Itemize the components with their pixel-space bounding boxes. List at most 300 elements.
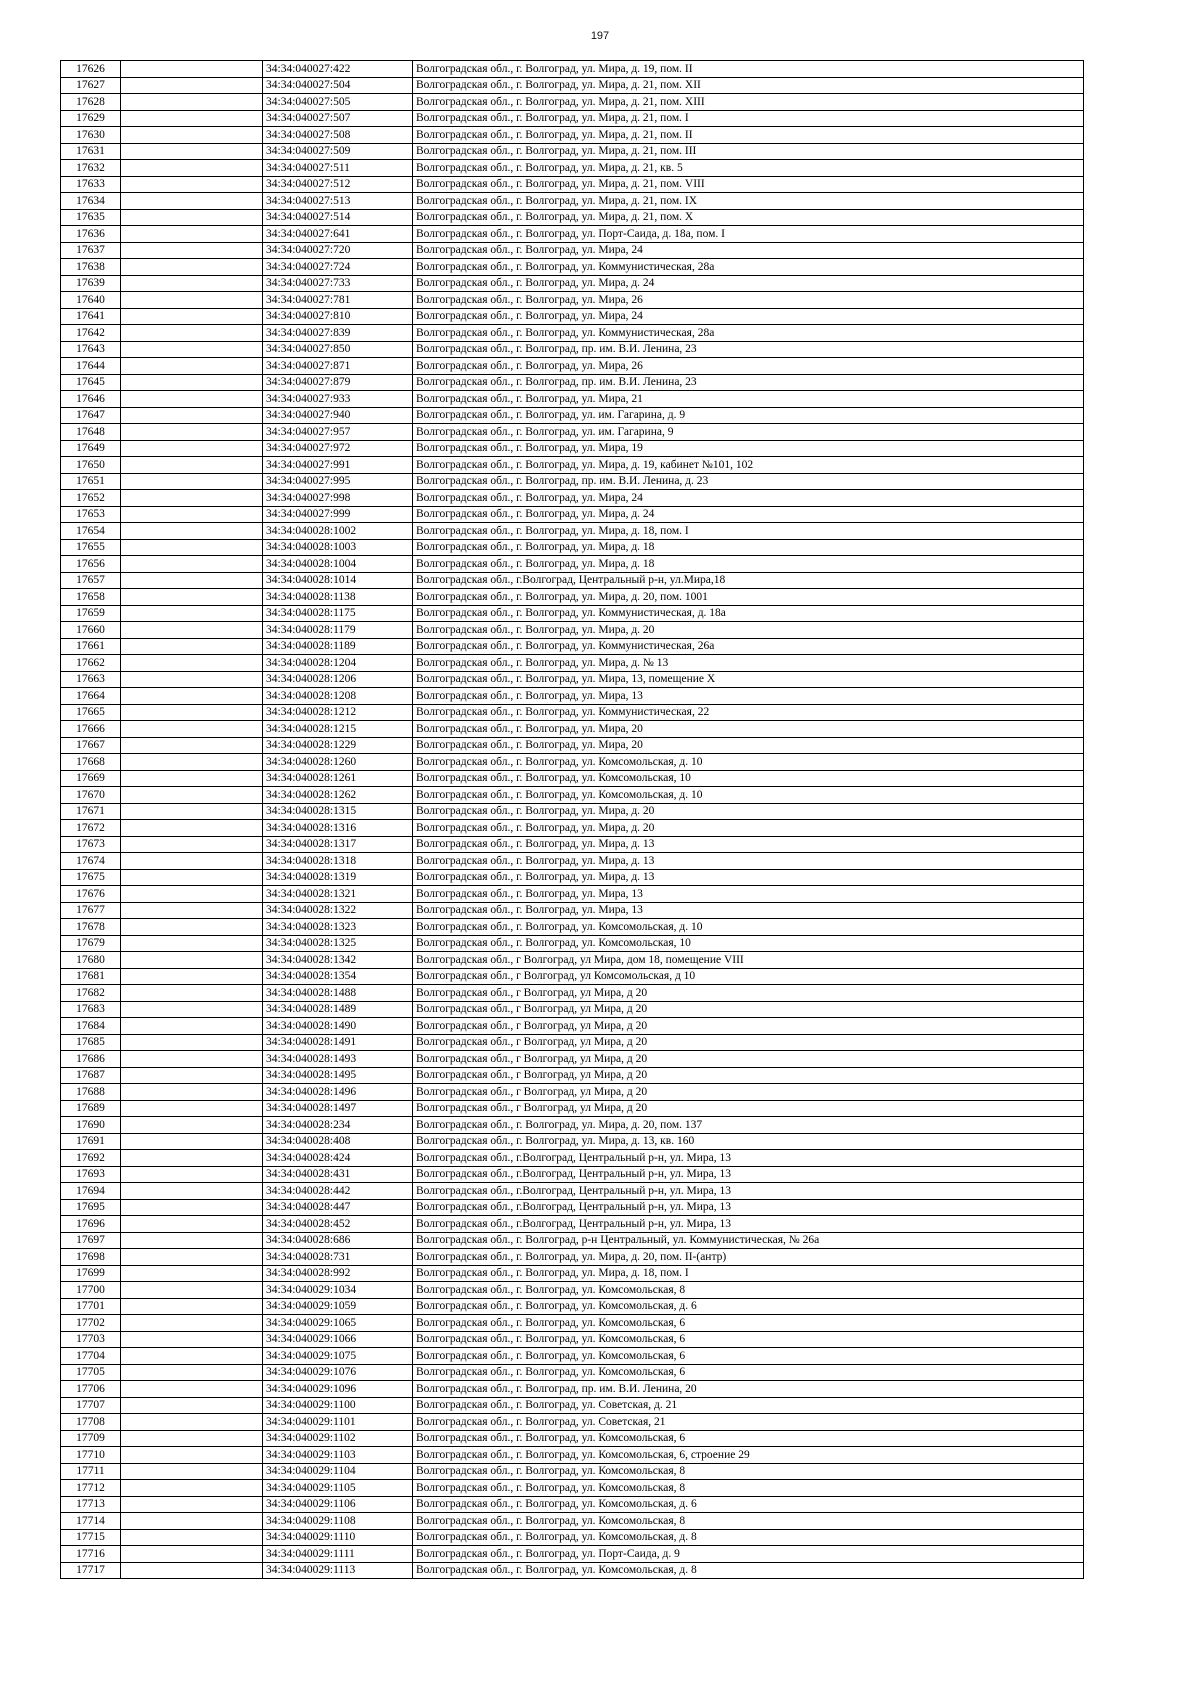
table-row (61, 935, 1084, 952)
row-number-cell: 17710 (61, 1447, 121, 1464)
row-number-cell: 17706 (61, 1381, 121, 1398)
address-cell: Волгоградская обл., г. Волгоград, ул. Комсомольская, 6 (413, 1430, 1084, 1447)
blank-cell (121, 1397, 263, 1414)
cadastral-number-cell: 34:34:040029:1113 (263, 1562, 413, 1579)
address-cell: Волгоградская обл., г. Волгоград, ул. Мира, д. 18 (413, 539, 1084, 556)
cadastral-number-cell: 34:34:040027:720 (263, 242, 413, 259)
row-number-cell: 17642 (61, 325, 121, 342)
table-row (61, 1331, 1084, 1348)
table-row (61, 754, 1084, 771)
address-cell: Волгоградская обл., г. Волгоград, ул. Мира, д. № 13 (413, 655, 1084, 672)
address-cell: Волгоградская обл., г. Волгоград, пр. им. В.И. Ленина, 23 (413, 341, 1084, 358)
blank-cell (121, 94, 263, 111)
address-cell: Волгоградская обл., г. Волгоград, ул. Мира, д. 21, пом. XII (413, 77, 1084, 94)
address-cell: Волгоградская обл., г.Волгоград, Центральный р-н, ул. Мира, 13 (413, 1199, 1084, 1216)
cadastral-number-cell: 34:34:040029:1059 (263, 1298, 413, 1315)
cadastral-number-cell: 34:34:040029:1110 (263, 1529, 413, 1546)
row-number-cell: 17681 (61, 968, 121, 985)
address-cell: Волгоградская обл., г. Волгоград, ул. Комсомольская, 6 (413, 1331, 1084, 1348)
address-cell: Волгоградская обл., г. Волгоград, ул. Мира, д. 20, пом. 137 (413, 1117, 1084, 1134)
table-row (61, 308, 1084, 325)
row-number-cell: 17653 (61, 506, 121, 523)
table-row (61, 506, 1084, 523)
blank-cell (121, 1183, 263, 1200)
blank-cell (121, 1315, 263, 1332)
cadastral-number-cell: 34:34:040028:1342 (263, 952, 413, 969)
row-number-cell: 17670 (61, 787, 121, 804)
address-cell: Волгоградская обл., г. Волгоград, ул. Советская, д. 21 (413, 1397, 1084, 1414)
blank-cell (121, 292, 263, 309)
table-row (61, 803, 1084, 820)
blank-cell (121, 209, 263, 226)
row-number-cell: 17693 (61, 1166, 121, 1183)
blank-cell (121, 770, 263, 787)
blank-cell (121, 1463, 263, 1480)
blank-cell (121, 1150, 263, 1167)
row-number-cell: 17666 (61, 721, 121, 738)
cadastral-number-cell: 34:34:040027:422 (263, 61, 413, 78)
blank-cell (121, 869, 263, 886)
row-number-cell: 17662 (61, 655, 121, 672)
table-row (61, 1381, 1084, 1398)
cadastral-number-cell: 34:34:040029:1102 (263, 1430, 413, 1447)
blank-cell (121, 902, 263, 919)
cadastral-number-cell: 34:34:040029:1111 (263, 1546, 413, 1563)
blank-cell (121, 1265, 263, 1282)
blank-cell (121, 754, 263, 771)
row-number-cell: 17707 (61, 1397, 121, 1414)
table-row (61, 1133, 1084, 1150)
blank-cell (121, 935, 263, 952)
table-row (61, 968, 1084, 985)
table-row (61, 1232, 1084, 1249)
blank-cell (121, 226, 263, 243)
address-cell: Волгоградская обл., г. Волгоград, ул. Мира, д. 24 (413, 506, 1084, 523)
table-row (61, 259, 1084, 276)
row-number-cell: 17628 (61, 94, 121, 111)
address-cell: Волгоградская обл., г. Волгоград, ул. Мира, д. 20 (413, 820, 1084, 837)
registry-table-body (61, 61, 1084, 1579)
row-number-cell: 17645 (61, 374, 121, 391)
table-row (61, 919, 1084, 936)
cadastral-number-cell: 34:34:040028:1262 (263, 787, 413, 804)
row-number-cell: 17651 (61, 473, 121, 490)
cadastral-number-cell: 34:34:040028:1493 (263, 1051, 413, 1068)
address-cell: Волгоградская обл., г. Волгоград, ул. им. Гагарина, 9 (413, 424, 1084, 441)
table-row (61, 1249, 1084, 1266)
cadastral-number-cell: 34:34:040028:452 (263, 1216, 413, 1233)
cadastral-number-cell: 34:34:040027:998 (263, 490, 413, 507)
row-number-cell: 17717 (61, 1562, 121, 1579)
address-cell: Волгоградская обл., г. Волгоград, ул. Мира, д. 13 (413, 853, 1084, 870)
blank-cell (121, 1513, 263, 1530)
address-cell: Волгоградская обл., г. Волгоград, ул. Мира, д. 18, пом. I (413, 1265, 1084, 1282)
cadastral-number-cell: 34:34:040029:1101 (263, 1414, 413, 1431)
table-row (61, 226, 1084, 243)
address-cell: Волгоградская обл., г. Волгоград, ул. Мира, д. 13 (413, 869, 1084, 886)
address-cell: Волгоградская обл., г. Волгоград, ул. Коммунистическая, 22 (413, 704, 1084, 721)
table-row (61, 985, 1084, 1002)
table-row (61, 622, 1084, 639)
blank-cell (121, 1298, 263, 1315)
table-row (61, 292, 1084, 309)
address-cell: Волгоградская обл., г. Волгоград, ул. Мира, д. 13 (413, 836, 1084, 853)
table-row (61, 721, 1084, 738)
cadastral-number-cell: 34:34:040028:1495 (263, 1067, 413, 1084)
address-cell: Волгоградская обл., г. Волгоград, ул. Комсомольская, 8 (413, 1513, 1084, 1530)
address-cell: Волгоградская обл., г Волгоград, ул Мира, д 20 (413, 1067, 1084, 1084)
blank-cell (121, 341, 263, 358)
address-cell: Волгоградская обл., г. Волгоград, ул. Мира, д. 21, пом. II (413, 127, 1084, 144)
row-number-cell: 17714 (61, 1513, 121, 1530)
table-row (61, 1166, 1084, 1183)
blank-cell (121, 1562, 263, 1579)
row-number-cell: 17656 (61, 556, 121, 573)
address-cell: Волгоградская обл., г. Волгоград, ул. Мира, д. 21, пом. XIII (413, 94, 1084, 111)
address-cell: Волгоградская обл., г. Волгоград, р-н Центральный, ул. Коммунистическая, № 26а (413, 1232, 1084, 1249)
registry-table (60, 60, 1084, 1579)
address-cell: Волгоградская обл., г. Волгоград, ул. Мира, 20 (413, 737, 1084, 754)
blank-cell (121, 1100, 263, 1117)
blank-cell (121, 506, 263, 523)
table-row (61, 820, 1084, 837)
address-cell: Волгоградская обл., г. Волгоград, ул. Мира, д. 18 (413, 556, 1084, 573)
cadastral-number-cell: 34:34:040027:514 (263, 209, 413, 226)
row-number-cell: 17639 (61, 275, 121, 292)
table-row (61, 374, 1084, 391)
row-number-cell: 17673 (61, 836, 121, 853)
cadastral-number-cell: 34:34:040028:1208 (263, 688, 413, 705)
row-number-cell: 17627 (61, 77, 121, 94)
cadastral-number-cell: 34:34:040028:1322 (263, 902, 413, 919)
row-number-cell: 17668 (61, 754, 121, 771)
blank-cell (121, 391, 263, 408)
blank-cell (121, 1117, 263, 1134)
cadastral-number-cell: 34:34:040027:940 (263, 407, 413, 424)
table-row (61, 1051, 1084, 1068)
blank-cell (121, 787, 263, 804)
row-number-cell: 17631 (61, 143, 121, 160)
address-cell: Волгоградская обл., г. Волгоград, ул. Комсомольская, 8 (413, 1463, 1084, 1480)
table-row (61, 160, 1084, 177)
cadastral-number-cell: 34:34:040027:972 (263, 440, 413, 457)
address-cell: Волгоградская обл., г. Волгоград, ул. Мира, д. 18, пом. I (413, 523, 1084, 540)
address-cell: Волгоградская обл., г Волгоград, ул Мира, д 20 (413, 1034, 1084, 1051)
row-number-cell: 17660 (61, 622, 121, 639)
table-row (61, 193, 1084, 210)
row-number-cell: 17684 (61, 1018, 121, 1035)
row-number-cell: 17663 (61, 671, 121, 688)
cadastral-number-cell: 34:34:040027:879 (263, 374, 413, 391)
blank-cell (121, 424, 263, 441)
address-cell: Волгоградская обл., г. Волгоград, ул. Мира, 24 (413, 242, 1084, 259)
cadastral-number-cell: 34:34:040028:1489 (263, 1001, 413, 1018)
address-cell: Волгоградская обл., г Волгоград, ул Мира, д 20 (413, 1018, 1084, 1035)
blank-cell (121, 407, 263, 424)
row-number-cell: 17685 (61, 1034, 121, 1051)
cadastral-number-cell: 34:34:040027:810 (263, 308, 413, 325)
row-number-cell: 17638 (61, 259, 121, 276)
blank-cell (121, 523, 263, 540)
row-number-cell: 17669 (61, 770, 121, 787)
table-row (61, 572, 1084, 589)
cadastral-number-cell: 34:34:040028:1316 (263, 820, 413, 837)
address-cell: Волгоградская обл., г. Волгоград, ул. Коммунистическая, 26а (413, 638, 1084, 655)
blank-cell (121, 1414, 263, 1431)
cadastral-number-cell: 34:34:040027:511 (263, 160, 413, 177)
address-cell: Волгоградская обл., г. Волгоград, ул. Комсомольская, д. 10 (413, 787, 1084, 804)
row-number-cell: 17691 (61, 1133, 121, 1150)
row-number-cell: 17644 (61, 358, 121, 375)
address-cell: Волгоградская обл., г. Волгоград, ул. Комсомольская, 10 (413, 935, 1084, 952)
cadastral-number-cell: 34:34:040027:504 (263, 77, 413, 94)
address-cell: Волгоградская обл., г. Волгоград, ул. Мира, д. 24 (413, 275, 1084, 292)
cadastral-number-cell: 34:34:040028:1002 (263, 523, 413, 540)
cadastral-number-cell: 34:34:040028:1491 (263, 1034, 413, 1051)
address-cell: Волгоградская обл., г.Волгоград, Центральный р-н, ул. Мира, 13 (413, 1166, 1084, 1183)
blank-cell (121, 61, 263, 78)
table-row (61, 853, 1084, 870)
blank-cell (121, 622, 263, 639)
row-number-cell: 17682 (61, 985, 121, 1002)
address-cell: Волгоградская обл., г. Волгоград, пр. им. В.И. Ленина, 20 (413, 1381, 1084, 1398)
row-number-cell: 17709 (61, 1430, 121, 1447)
cadastral-number-cell: 34:34:040028:1206 (263, 671, 413, 688)
address-cell: Волгоградская обл., г Волгоград, ул Мира, д 20 (413, 985, 1084, 1002)
blank-cell (121, 968, 263, 985)
row-number-cell: 17633 (61, 176, 121, 193)
blank-cell (121, 325, 263, 342)
blank-cell (121, 737, 263, 754)
address-cell: Волгоградская обл., г. Волгоград, ул. Мира, д. 21, пом. III (413, 143, 1084, 160)
table-row (61, 1117, 1084, 1134)
cadastral-number-cell: 34:34:040028:1260 (263, 754, 413, 771)
address-cell: Волгоградская обл., г. Волгоград, ул. Мира, 19 (413, 440, 1084, 457)
row-number-cell: 17705 (61, 1364, 121, 1381)
address-cell: Волгоградская обл., г. Волгоград, ул. Мира, 20 (413, 721, 1084, 738)
blank-cell (121, 358, 263, 375)
row-number-cell: 17632 (61, 160, 121, 177)
page-number: 197 (590, 30, 610, 42)
cadastral-number-cell: 34:34:040028:1315 (263, 803, 413, 820)
row-number-cell: 17675 (61, 869, 121, 886)
cadastral-number-cell: 34:34:040028:1317 (263, 836, 413, 853)
blank-cell (121, 1331, 263, 1348)
blank-cell (121, 1282, 263, 1299)
table-row (61, 457, 1084, 474)
table-row (61, 61, 1084, 78)
address-cell: Волгоградская обл., г. Волгоград, ул. Порт-Саида, д. 18а, пом. I (413, 226, 1084, 243)
blank-cell (121, 1001, 263, 1018)
row-number-cell: 17687 (61, 1067, 121, 1084)
table-row (61, 1067, 1084, 1084)
table-row (61, 94, 1084, 111)
address-cell: Волгоградская обл., г.Волгоград, Центральный р-н, ул.Мира,18 (413, 572, 1084, 589)
cadastral-number-cell: 34:34:040028:1490 (263, 1018, 413, 1035)
row-number-cell: 17716 (61, 1546, 121, 1563)
table-row (61, 424, 1084, 441)
cadastral-number-cell: 34:34:040028:1003 (263, 539, 413, 556)
table-row (61, 176, 1084, 193)
row-number-cell: 17699 (61, 1265, 121, 1282)
cadastral-number-cell: 34:34:040028:1497 (263, 1100, 413, 1117)
table-row (61, 1562, 1084, 1579)
blank-cell (121, 1430, 263, 1447)
table-row (61, 671, 1084, 688)
cadastral-number-cell: 34:34:040028:1318 (263, 853, 413, 870)
cadastral-number-cell: 34:34:040028:1354 (263, 968, 413, 985)
blank-cell (121, 440, 263, 457)
cadastral-number-cell: 34:34:040028:1212 (263, 704, 413, 721)
cadastral-number-cell: 34:34:040028:424 (263, 1150, 413, 1167)
cadastral-number-cell: 34:34:040028:1488 (263, 985, 413, 1002)
row-number-cell: 17647 (61, 407, 121, 424)
blank-cell (121, 605, 263, 622)
table-row (61, 1265, 1084, 1282)
table-row (61, 1084, 1084, 1101)
table-row (61, 473, 1084, 490)
row-number-cell: 17689 (61, 1100, 121, 1117)
blank-cell (121, 490, 263, 507)
table-row (61, 737, 1084, 754)
table-row (61, 886, 1084, 903)
address-cell: Волгоградская обл., г. Волгоград, ул. Мира, д. 13, кв. 160 (413, 1133, 1084, 1150)
address-cell: Волгоградская обл., г. Волгоград, ул. Коммунистическая, 28а (413, 259, 1084, 276)
row-number-cell: 17692 (61, 1150, 121, 1167)
table-row (61, 1216, 1084, 1233)
table-row (61, 77, 1084, 94)
cadastral-number-cell: 34:34:040027:999 (263, 506, 413, 523)
address-cell: Волгоградская обл., г Волгоград, ул Мира, д 20 (413, 1084, 1084, 1101)
address-cell: Волгоградская обл., г. Волгоград, ул. Мира, д. 21, кв. 5 (413, 160, 1084, 177)
address-cell: Волгоградская обл., г. Волгоград, ул. Мира, д. 21, пом. VIII (413, 176, 1084, 193)
table-row (61, 1001, 1084, 1018)
address-cell: Волгоградская обл., г Волгоград, ул Комсомольская, д 10 (413, 968, 1084, 985)
table-row (61, 556, 1084, 573)
blank-cell (121, 1133, 263, 1150)
table-row (61, 275, 1084, 292)
row-number-cell: 17713 (61, 1496, 121, 1513)
cadastral-number-cell: 34:34:040028:992 (263, 1265, 413, 1282)
row-number-cell: 17686 (61, 1051, 121, 1068)
blank-cell (121, 176, 263, 193)
table-row (61, 325, 1084, 342)
cadastral-number-cell: 34:34:040028:686 (263, 1232, 413, 1249)
table-row (61, 1397, 1084, 1414)
row-number-cell: 17683 (61, 1001, 121, 1018)
row-number-cell: 17661 (61, 638, 121, 655)
row-number-cell: 17690 (61, 1117, 121, 1134)
blank-cell (121, 143, 263, 160)
table-row (61, 407, 1084, 424)
blank-cell (121, 77, 263, 94)
cadastral-number-cell: 34:34:040028:431 (263, 1166, 413, 1183)
cadastral-number-cell: 34:34:040027:871 (263, 358, 413, 375)
row-number-cell: 17658 (61, 589, 121, 606)
blank-cell (121, 193, 263, 210)
table-row (61, 1529, 1084, 1546)
cadastral-number-cell: 34:34:040028:1323 (263, 919, 413, 936)
address-cell: Волгоградская обл., г. Волгоград, ул. Мира, 13 (413, 886, 1084, 903)
cadastral-number-cell: 34:34:040027:957 (263, 424, 413, 441)
table-row (61, 539, 1084, 556)
table-row (61, 1414, 1084, 1431)
cadastral-number-cell: 34:34:040027:513 (263, 193, 413, 210)
row-number-cell: 17652 (61, 490, 121, 507)
address-cell: Волгоградская обл., г. Волгоград, ул. Мира, д. 20, пом. II-(антр) (413, 1249, 1084, 1266)
table-row (61, 1447, 1084, 1464)
cadastral-number-cell: 34:34:040029:1100 (263, 1397, 413, 1414)
row-number-cell: 17664 (61, 688, 121, 705)
blank-cell (121, 886, 263, 903)
address-cell: Волгоградская обл., г. Волгоград, ул. Мира, д. 19, пом. II (413, 61, 1084, 78)
table-row (61, 1199, 1084, 1216)
table-row (61, 523, 1084, 540)
address-cell: Волгоградская обл., г. Волгоград, ул. Мира, д. 19, кабинет №101, 102 (413, 457, 1084, 474)
cadastral-number-cell: 34:34:040028:1138 (263, 589, 413, 606)
blank-cell (121, 1216, 263, 1233)
address-cell: Волгоградская обл., г.Волгоград, Центральный р-н, ул. Мира, 13 (413, 1183, 1084, 1200)
address-cell: Волгоградская обл., г. Волгоград, ул. Мира, 13 (413, 688, 1084, 705)
row-number-cell: 17678 (61, 919, 121, 936)
row-number-cell: 17672 (61, 820, 121, 837)
address-cell: Волгоградская обл., г. Волгоград, ул. Комсомольская, 8 (413, 1480, 1084, 1497)
blank-cell (121, 919, 263, 936)
table-row (61, 1513, 1084, 1530)
table-row (61, 1496, 1084, 1513)
table-row (61, 770, 1084, 787)
cadastral-number-cell: 34:34:040028:234 (263, 1117, 413, 1134)
table-row (61, 1150, 1084, 1167)
cadastral-number-cell: 34:34:040028:1204 (263, 655, 413, 672)
table-row (61, 358, 1084, 375)
cadastral-number-cell: 34:34:040027:724 (263, 259, 413, 276)
blank-cell (121, 1051, 263, 1068)
blank-cell (121, 820, 263, 837)
row-number-cell: 17677 (61, 902, 121, 919)
cadastral-number-cell: 34:34:040027:991 (263, 457, 413, 474)
table-row (61, 490, 1084, 507)
table-row (61, 1348, 1084, 1365)
address-cell: Волгоградская обл., г. Волгоград, ул. Мира, 26 (413, 292, 1084, 309)
cadastral-number-cell: 34:34:040029:1103 (263, 1447, 413, 1464)
blank-cell (121, 803, 263, 820)
table-row (61, 605, 1084, 622)
blank-cell (121, 1067, 263, 1084)
table-row (61, 143, 1084, 160)
table-row (61, 589, 1084, 606)
row-number-cell: 17674 (61, 853, 121, 870)
table-row (61, 638, 1084, 655)
row-number-cell: 17698 (61, 1249, 121, 1266)
cadastral-number-cell: 34:34:040029:1075 (263, 1348, 413, 1365)
address-cell: Волгоградская обл., г. Волгоград, ул. Комсомольская, д. 6 (413, 1496, 1084, 1513)
row-number-cell: 17654 (61, 523, 121, 540)
row-number-cell: 17665 (61, 704, 121, 721)
table-row (61, 1298, 1084, 1315)
table-row (61, 704, 1084, 721)
blank-cell (121, 721, 263, 738)
table-row (61, 787, 1084, 804)
address-cell: Волгоградская обл., г. Волгоград, ул. Комсомольская, д. 10 (413, 919, 1084, 936)
row-number-cell: 17697 (61, 1232, 121, 1249)
address-cell: Волгоградская обл., г. Волгоград, ул. Мира, 24 (413, 308, 1084, 325)
blank-cell (121, 1232, 263, 1249)
row-number-cell: 17711 (61, 1463, 121, 1480)
row-number-cell: 17636 (61, 226, 121, 243)
row-number-cell: 17700 (61, 1282, 121, 1299)
address-cell: Волгоградская обл., г. Волгоград, ул. Коммунистическая, д. 18а (413, 605, 1084, 622)
